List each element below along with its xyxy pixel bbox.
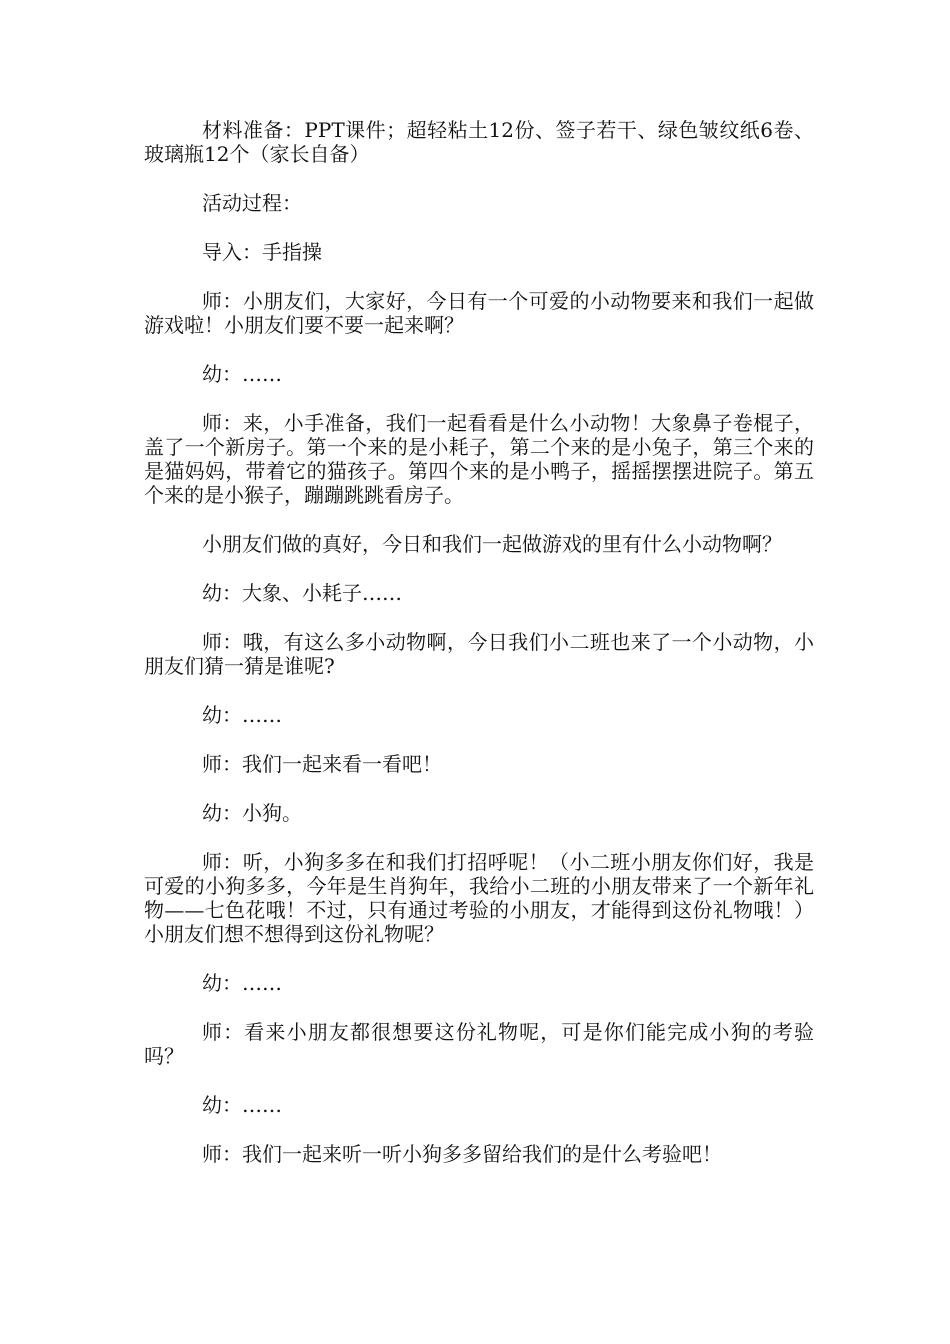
paragraph-teacher-listen: 师：我们一起来听一听小狗多多留给我们的是什么考验吧！ [202, 1142, 722, 1166]
paragraph-teacher-greeting: 师：小朋友们，大家好，今日有一个可爱的小动物要来和我们一起做游戏啦！小朋友们要不要一起来啊？ [144, 289, 814, 337]
paragraph-materials: 材料准备：PPT课件；超轻粘土12份、签子若干、绿色皱纹纸6卷、玻璃瓶12个（家长自备） [144, 118, 814, 166]
paragraph-teacher-look: 师：我们一起来看一看吧！ [202, 752, 442, 776]
paragraph-child-reply: 幼：…… [202, 971, 282, 995]
paragraph-child-reply: 幼：…… [202, 362, 282, 386]
paragraph-activity-process: 活动过程： [202, 191, 302, 215]
paragraph-teacher-guess: 师：哦，有这么多小动物啊，今日我们小二班也来了一个小动物，小朋友们猜一猜是谁呢? [144, 630, 814, 678]
paragraph-child-animals: 幼：大象、小耗子…… [202, 581, 402, 605]
paragraph-child-puppy: 幼：小狗。 [202, 801, 302, 825]
paragraph-teacher-puppy-greeting: 师：听，小狗多多在和我们打招呼呢！（小二班小朋友你们好，我是可爱的小狗多多，今年是生肖狗年，我给小二班的小朋友带来了一个新年礼物——七色花哦！不过，只有通过考验的小朋友，才能得到这份礼物哦！）小朋友们想不想得到这份礼物呢？ [144, 850, 814, 946]
document-body [144, 118, 814, 1191]
paragraph-finger-rhyme: 师：来，小手准备，我们一起看看是什么小动物！大象鼻子卷棍子，盖了一个新房子。第一个来的是小耗子，第二个来的是小兔子，第三个来的是猫妈妈，带着它的猫孩子。第四个来的是小鸭子，摇摇摆摆进院子。第五个来的是小猴子，蹦蹦跳跳看房子。 [144, 411, 814, 507]
paragraph-teacher-challenge: 师：看来小朋友都很想要这份礼物呢，可是你们能完成小狗的考验吗？ [144, 1020, 814, 1068]
paragraph-child-reply: 幼：…… [202, 703, 282, 727]
paragraph-child-reply: 幼：…… [202, 1093, 282, 1117]
paragraph-intro: 导入：手指操 [202, 240, 322, 264]
paragraph-question-animals: 小朋友们做的真好，今日和我们一起做游戏的里有什么小动物啊？ [202, 532, 782, 556]
